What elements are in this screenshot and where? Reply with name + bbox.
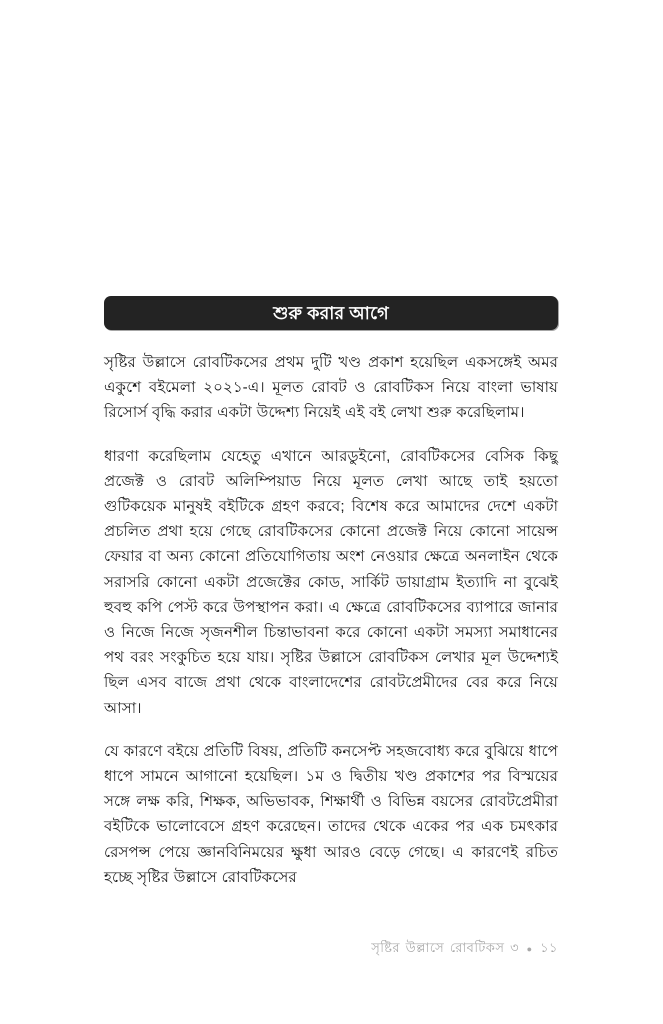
- page-footer: [104, 938, 558, 960]
- body-paragraph: সৃষ্টির উল্লাসে রোবটিকসের প্রথম দুটি খণ্ড প্রকাশ হয়েছিল একসঙ্গেই অমর একুশে বইমেলা ২০২১-এ। মূলত রোবট ও রোবটিকস নিয়ে বাংলা ভাষায় রিসোর্স বৃদ্ধি করার একটা উদ্দেশ্য নিয়েই এই বই লেখা শুরু করেছিলাম।: [104, 354, 558, 422]
- footer-separator-icon: ●: [526, 943, 533, 954]
- body-paragraph: যে কারণে বইয়ে প্রতিটি বিষয়, প্রতিটি কনসেপ্ট সহজবোধ্য করে বুঝিয়ে ধাপে ধাপে সামনে আগানো হয়েছিল। ১ম ও দ্বিতীয় খণ্ড প্রকাশের পর বিস্ময়ের সঙ্গে লক্ষ করি, শিক্ষক, অভিভাবক, শিক্ষার্থী ও বিভিন্ন বয়সের রোবটপ্রেমীরা বইটিকে ভালোবেসে গ্রহণ করেছেন। তাদের থেকে একের পর এক চমৎকার রেসপন্স পেয়ে জ্ঞানবিনিময়ের ক্ষুধা আরও বেড়ে গেছে। এ কারণেই রচিত হচ্ছে সৃষ্টির উল্লাসে রোবটিকসের: [104, 742, 558, 886]
- footer-volume: ৩: [510, 940, 520, 955]
- footer-page-number: ১১: [540, 940, 558, 955]
- chapter-heading-banner: শুরু করার আগে: [104, 296, 558, 330]
- footer-book-title: সৃষ্টির উল্লাসে রোবটিকস: [371, 940, 505, 955]
- page-content: [104, 296, 558, 890]
- body-paragraph: ধারণা করেছিলাম যেহেতু এখানে আরডুইনো, রোবটিকসের বেসিক কিছু প্রজেক্ট ও রোবট অলিম্পিয়াড নিয়ে মূলত লেখা আছে তাই হয়তো গুটিকয়েক মানুষই বইটিকে গ্রহণ করবে; বিশেষ করে আমাদের দেশে একটা প্রচলিত প্রথা হয়ে গেছে রোবটিকসের কোনো প্রজেক্ট নিয়ে কোনো সায়েন্স ফেয়ার বা অন্য কোনো প্রতিযোগিতায় অংশ নেওয়ার ক্ষেত্রে অনলাইন থেকে সরাসরি কোনো একটা প্রজেক্টের কোড, সার্কিট ডায়াগ্রাম ইত্যাদি না বুঝেই হুবহু কপি পেস্ট করে উপস্থাপন করা। এ ক্ষেত্রে রোবটিকসের ব্যাপারে জানার ও নিজে নিজে সৃজনশীল চিন্তাভাবনা করে কোনো একটা সমস্যা সমাধানের পথ বরং সংকুচিত হয়ে যায়। সৃষ্টির উল্লাসে রোবটিকস লেখার মূল উদ্দেশ্যই ছিল এসব বাজে প্রথা থেকে বাংলাদেশের রোবটপ্রেমীদের বের করে নিয়ে আসা।: [104, 447, 558, 717]
